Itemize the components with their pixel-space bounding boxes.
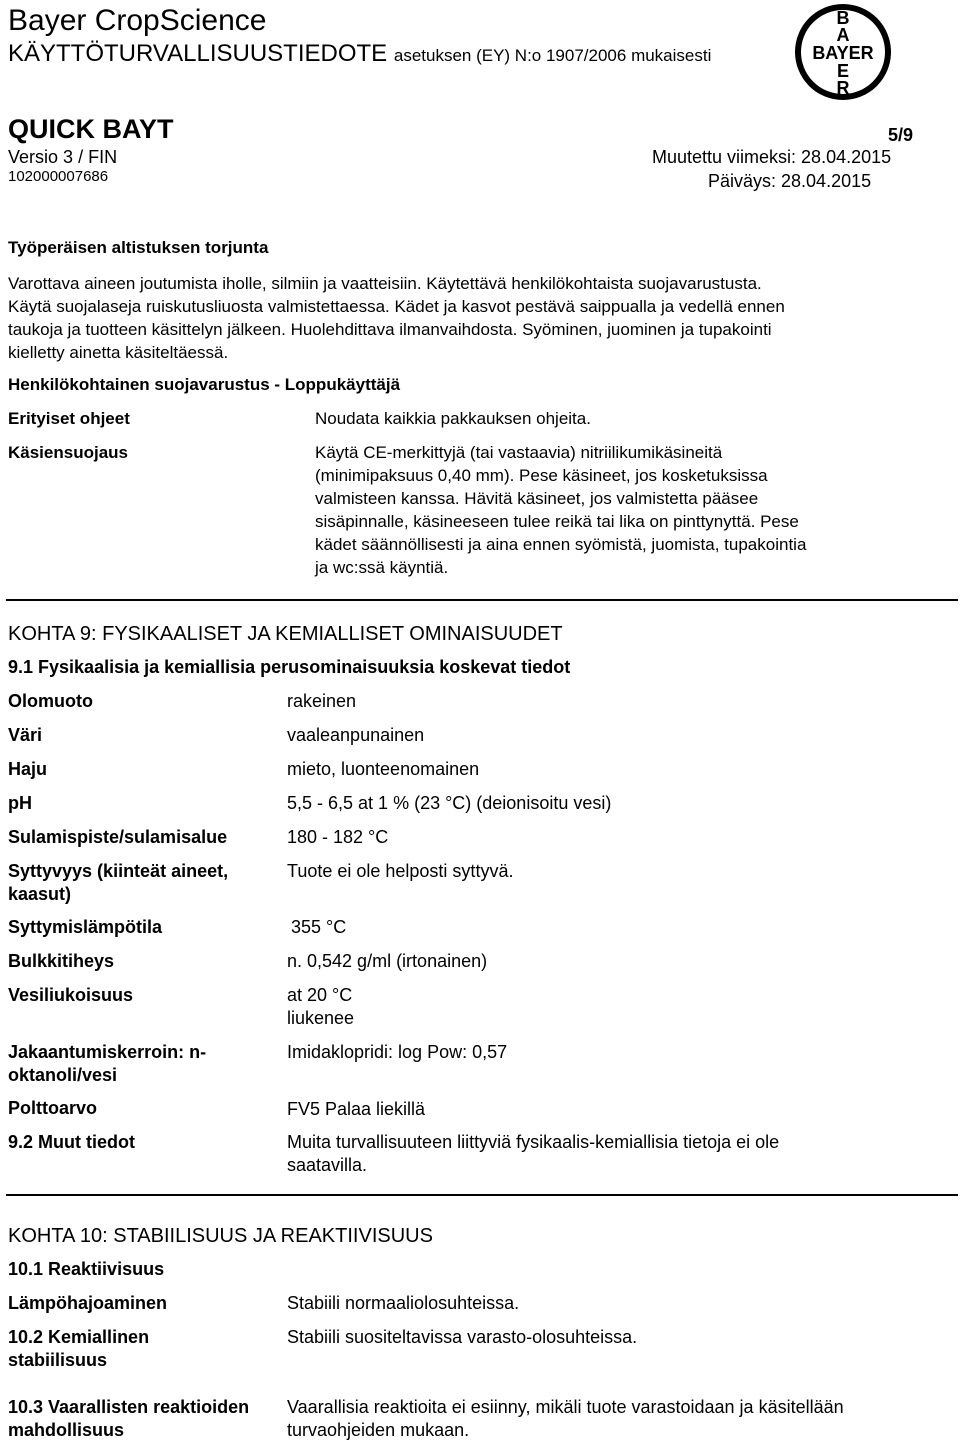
section-9-title: KOHTA 9: FYSIKAALISET JA KEMIALLISET OMINAISUUDET bbox=[8, 623, 563, 645]
prop-label: Syttymislämpötila bbox=[8, 917, 163, 937]
thermal-decomposition-label: Lämpöhajoaminen bbox=[8, 1293, 168, 1313]
version-language: / FIN bbox=[78, 147, 118, 167]
prop-value: Imidaklopridi: log Pow: 0,57 bbox=[287, 1042, 508, 1062]
hand-protection-line: valmisteen kanssa. Hävitä käsineet, jos valmistetta pääsee bbox=[315, 489, 759, 508]
prop-label: oktanoli/vesi bbox=[8, 1065, 118, 1085]
section-divider bbox=[6, 599, 958, 601]
prop-label: pH bbox=[8, 793, 32, 813]
other-info-line: saatavilla. bbox=[287, 1155, 368, 1175]
hazardous-reactions-line: Vaarallisia reaktioita ei esiinny, mikäli tuote varastoidaan ja käsitellään bbox=[287, 1397, 844, 1417]
product-name: QUICK BAYT bbox=[8, 114, 174, 144]
version-number: 3 bbox=[63, 147, 74, 167]
special-instructions-label: Erityiset ohjeet bbox=[8, 409, 130, 428]
prop-value: rakeinen bbox=[287, 691, 357, 711]
document-type-main: KÄYTTÖTURVALLISUUSTIEDOTE bbox=[8, 40, 388, 67]
document-type bbox=[8, 40, 711, 70]
hand-protection-line: sisäpinnalle, käsineeseen tulee reikä tai lika on pinttynyttä. Pese bbox=[315, 512, 799, 531]
version-label: Versio bbox=[8, 147, 59, 167]
svg-text:A: A bbox=[836, 25, 850, 45]
prop-label: Bulkkitiheys bbox=[8, 951, 115, 971]
prop-value: Tuote ei ole helposti syttyvä. bbox=[287, 861, 514, 881]
prop-value: liukenee bbox=[287, 1008, 355, 1028]
prop-value: at 20 °C bbox=[287, 985, 353, 1005]
prop-value: vaaleanpunainen bbox=[287, 725, 425, 745]
exposure-heading: Työperäisen altistuksen torjunta bbox=[8, 238, 269, 257]
prop-label: Jakaantumiskerroin: n- bbox=[8, 1042, 207, 1062]
exposure-text-line: Varottava aineen joutumista iholle, silmiin ja vaatteisiin. Käytettävä henkilökohtaista suojavarustusta. bbox=[8, 274, 762, 293]
hand-protection-line: kädet säännöllisesti ja aina ennen syömistä, juomista, tupakointia bbox=[315, 535, 807, 554]
other-info-label: 9.2 Muut tiedot bbox=[8, 1132, 135, 1152]
exposure-text-line: taukoja ja tuotteen käsittelyn jälkeen. Huolehdittava ilmanvaihdosta. Syöminen, juominen ja tupakointi bbox=[8, 320, 772, 339]
prop-value: n. 0,542 g/ml (irtonainen) bbox=[287, 951, 488, 971]
page-number: 5/9 bbox=[888, 125, 914, 145]
bayer-logo bbox=[790, 2, 896, 102]
stability-value: Stabiili suositeltavissa varasto-olosuhteissa. bbox=[287, 1327, 638, 1347]
prop-label: Polttoarvo bbox=[8, 1098, 98, 1118]
prop-label: Syttyvyys (kiinteät aineet, bbox=[8, 861, 229, 881]
svg-text:B: B bbox=[836, 8, 850, 28]
company-name: Bayer CropScience bbox=[8, 4, 267, 37]
stability-label: stabiilisuus bbox=[8, 1350, 108, 1370]
special-instructions-value: Noudata kaikkia pakkauksen ohjeita. bbox=[315, 409, 591, 428]
prop-value: 180 - 182 °C bbox=[287, 827, 389, 847]
prop-label: Vesiliukoisuus bbox=[8, 985, 134, 1005]
document-type-regulation: asetuksen (EY) N:o 1907/2006 mukaisesti bbox=[393, 46, 712, 65]
ppe-heading: Henkilökohtainen suojavarustus - Loppukäyttäjä bbox=[8, 375, 401, 394]
hazardous-reactions-label: mahdollisuus bbox=[8, 1420, 125, 1440]
prop-label: Olomuoto bbox=[8, 691, 93, 711]
revised-date: Muutettu viimeksi: 28.04.2015 bbox=[652, 147, 892, 167]
other-info-line: Muita turvallisuuteen liittyviä fysikaalis-kemiallisia tietoja ei ole bbox=[287, 1132, 780, 1152]
prop-label: Sulamispiste/sulamisalue bbox=[8, 827, 228, 847]
prop-value: mieto, luonteenomainen bbox=[287, 759, 480, 779]
svg-text:E: E bbox=[836, 61, 850, 81]
stability-label: 10.2 Kemiallinen bbox=[8, 1327, 150, 1347]
svg-text:BAYER: BAYER bbox=[812, 43, 874, 63]
version-info bbox=[8, 146, 117, 169]
hand-protection-label: Käsiensuojaus bbox=[8, 443, 128, 462]
prop-label: Väri bbox=[8, 725, 43, 745]
section-10-title: KOHTA 10: STABIILISUUS JA REAKTIIVISUUS bbox=[8, 1225, 433, 1247]
prop-label: Haju bbox=[8, 759, 48, 779]
prop-value: 5,5 - 6,5 at 1 % (23 °C) (deionisoitu vesi) bbox=[287, 793, 612, 813]
thermal-decomposition-value: Stabiili normaaliolosuhteissa. bbox=[287, 1293, 520, 1313]
hand-protection-line: Käytä CE-merkittyjä (tai vastaavia) nitriilikumikäsineitä bbox=[315, 443, 723, 462]
product-code: 102000007686 bbox=[8, 168, 109, 185]
hazardous-reactions-label: 10.3 Vaarallisten reaktioiden bbox=[8, 1397, 250, 1417]
section-10-1-heading: 10.1 Reaktiivisuus bbox=[8, 1259, 165, 1279]
prop-value: FV5 Palaa liekillä bbox=[287, 1099, 426, 1119]
prop-value: 355 °C bbox=[291, 917, 347, 937]
prop-label: kaasut) bbox=[8, 884, 72, 904]
exposure-text-line: kielletty ainetta käsiteltäessä. bbox=[8, 343, 229, 362]
hand-protection-line: (minimipaksuus 0,40 mm). Pese käsineet, jos kosketuksissa bbox=[315, 466, 768, 485]
print-date: Päiväys: 28.04.2015 bbox=[708, 171, 872, 191]
svg-text:R: R bbox=[836, 78, 850, 98]
section-divider bbox=[6, 1194, 958, 1196]
exposure-text-line: Käytä suojalaseja ruiskutusliuosta valmistettaessa. Kädet ja kasvot pestävä saippualla ja vedellä ennen bbox=[8, 297, 785, 316]
hand-protection-line: ja wc:ssä käyntiä. bbox=[315, 558, 449, 577]
hazardous-reactions-line: turvaohjeiden mukaan. bbox=[287, 1420, 470, 1440]
section-9-1-heading: 9.1 Fysikaalisia ja kemiallisia perusominaisuuksia koskevat tiedot bbox=[8, 657, 571, 677]
